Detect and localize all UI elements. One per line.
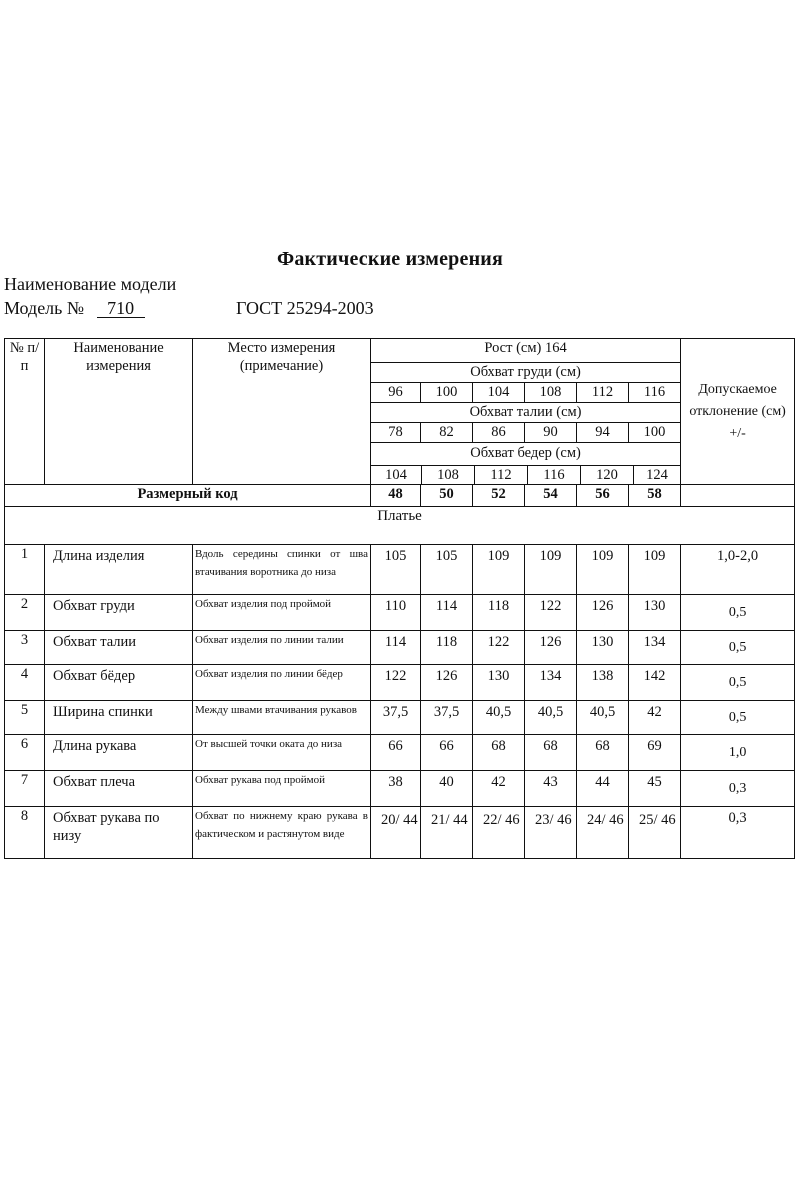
measurement-value: 24/ 46: [577, 807, 629, 859]
chest-value: 96: [371, 383, 421, 403]
measurement-value: 69: [629, 735, 681, 771]
row-number: 2: [5, 595, 45, 631]
size-code: 58: [629, 485, 681, 507]
model-number-row: [4, 298, 374, 319]
size-code: 56: [577, 485, 629, 507]
waist-value: 86: [473, 423, 525, 443]
measurement-value: 40,5: [577, 701, 629, 735]
table-row: [5, 807, 795, 859]
measurement-value: 66: [371, 735, 421, 771]
chest-value: 116: [629, 383, 681, 403]
measurement-place: Обхват изделия по линии бёдер: [193, 665, 371, 701]
size-code: 54: [525, 485, 577, 507]
measurement-value: 23/ 46: [525, 807, 577, 859]
row-number: 1: [5, 545, 45, 595]
measurement-value: 25/ 46: [629, 807, 681, 859]
measurement-value: 134: [629, 631, 681, 665]
row-number: 4: [5, 665, 45, 701]
row-number: 6: [5, 735, 45, 771]
measurement-value: 138: [577, 665, 629, 701]
hip-value: 108: [422, 466, 475, 484]
waist-value: 82: [421, 423, 473, 443]
measurement-value: 68: [577, 735, 629, 771]
table-row: [5, 701, 795, 735]
measurement-value: 114: [421, 595, 473, 631]
waist-value: 94: [577, 423, 629, 443]
header-num: № п/п: [5, 339, 45, 485]
hip-value: 104: [371, 466, 422, 484]
table-row: [5, 665, 795, 701]
header-waist: Обхват талии (см): [371, 403, 681, 423]
measurement-value: 42: [629, 701, 681, 735]
hip-value: 120: [581, 466, 634, 484]
measurement-value: 109: [629, 545, 681, 595]
document-title: Фактические измерения: [276, 248, 504, 270]
measurement-value: 130: [629, 595, 681, 631]
measurement-value: 38: [371, 771, 421, 807]
measurement-place: Между швами втачивания рукавов: [193, 701, 371, 735]
measurement-value: 45: [629, 771, 681, 807]
measurement-value: 68: [473, 735, 525, 771]
measurement-name: Обхват плеча: [45, 771, 193, 807]
measurement-value: 110: [371, 595, 421, 631]
measurement-value: 20/ 44: [371, 807, 421, 859]
chest-value: 100: [421, 383, 473, 403]
measurement-value: 122: [371, 665, 421, 701]
header-hips: Обхват бедер (см): [371, 443, 680, 466]
row-number: 7: [5, 771, 45, 807]
measurement-value: 118: [421, 631, 473, 665]
measurement-tolerance: 1,0: [681, 735, 795, 771]
measurement-name: Обхват груди: [45, 595, 193, 631]
measurement-place: Вдоль середины спинки от шва втачивания воротника до низа: [193, 545, 371, 595]
table-row: [5, 735, 795, 771]
measurement-value: 122: [525, 595, 577, 631]
size-code: 50: [421, 485, 473, 507]
header-name: Наименование измерения: [45, 339, 193, 485]
measurement-value: 109: [473, 545, 525, 595]
measurement-name: Ширина спинки: [45, 701, 193, 735]
gost-standard: ГОСТ 25294-2003: [236, 298, 374, 318]
measurement-value: 66: [421, 735, 473, 771]
section-title: Платье: [5, 507, 795, 545]
table-row: [5, 545, 795, 595]
table-row: [5, 771, 795, 807]
measurement-value: 126: [525, 631, 577, 665]
measurement-tolerance: 1,0-2,0: [681, 545, 795, 595]
measurement-place: От высшей точки оката до низа: [193, 735, 371, 771]
measurement-value: 43: [525, 771, 577, 807]
header-height: Рост (см) 164: [371, 339, 681, 363]
measurement-value: 22/ 46: [473, 807, 525, 859]
size-code-row: [5, 485, 795, 507]
measurement-value: 40: [421, 771, 473, 807]
measurement-value: 118: [473, 595, 525, 631]
row-number: 3: [5, 631, 45, 665]
measurement-place: Обхват изделия под проймой: [193, 595, 371, 631]
hip-values-row: [371, 466, 680, 484]
size-code-label: Размерный код: [5, 485, 371, 507]
measurements-table: [4, 338, 795, 859]
hip-value: 116: [528, 466, 581, 484]
measurement-value: 130: [577, 631, 629, 665]
hip-value: 112: [475, 466, 528, 484]
model-number: 710: [97, 299, 145, 318]
measurement-name: Длина изделия: [45, 545, 193, 595]
chest-value: 108: [525, 383, 577, 403]
measurement-value: 126: [577, 595, 629, 631]
measurement-value: 40,5: [473, 701, 525, 735]
measurement-place: Обхват рукава под проймой: [193, 771, 371, 807]
header-place: Место измерения (примечание): [193, 339, 371, 485]
measurement-name: Длина рукава: [45, 735, 193, 771]
row-number: 8: [5, 807, 45, 859]
measurement-value: 130: [473, 665, 525, 701]
measurement-name: Обхват бёдер: [45, 665, 193, 701]
chest-value: 112: [577, 383, 629, 403]
hips-block: [371, 443, 681, 485]
row-number: 5: [5, 701, 45, 735]
measurement-value: 105: [421, 545, 473, 595]
size-code: 48: [371, 485, 421, 507]
model-label: Модель №: [4, 298, 85, 318]
waist-value: 78: [371, 423, 421, 443]
size-code: 52: [473, 485, 525, 507]
measurement-value: 40,5: [525, 701, 577, 735]
measurement-value: 126: [421, 665, 473, 701]
measurement-value: 142: [629, 665, 681, 701]
measurement-tolerance: 0,3: [681, 807, 795, 859]
measurement-value: 122: [473, 631, 525, 665]
header-chest: Обхват груди (см): [371, 363, 681, 383]
waist-value: 90: [525, 423, 577, 443]
measurement-name: Обхват рукава по низу: [45, 807, 193, 859]
waist-value: 100: [629, 423, 681, 443]
measurement-value: 21/ 44: [421, 807, 473, 859]
model-name-label: Наименование модели: [4, 274, 177, 294]
measurement-tolerance: 0,5: [681, 595, 795, 631]
measurement-tolerance: 0,5: [681, 631, 795, 665]
measurement-value: 105: [371, 545, 421, 595]
measurement-place: Обхват по нижнему краю рукава в фактическом и растянутом виде: [193, 807, 371, 859]
measurement-value: 42: [473, 771, 525, 807]
measurement-value: 44: [577, 771, 629, 807]
table-row: [5, 595, 795, 631]
measurement-value: 134: [525, 665, 577, 701]
measurement-tolerance: 0,5: [681, 665, 795, 701]
measurement-place: Обхват изделия по линии талии: [193, 631, 371, 665]
measurement-value: 37,5: [421, 701, 473, 735]
chest-value: 104: [473, 383, 525, 403]
measurement-value: 109: [525, 545, 577, 595]
measurement-value: 114: [371, 631, 421, 665]
measurement-value: 109: [577, 545, 629, 595]
header-tolerance: Допускаемое отклонение (см) +/-: [681, 339, 795, 485]
measurement-tolerance: 0,3: [681, 771, 795, 807]
table-row: [5, 631, 795, 665]
measurement-value: 37,5: [371, 701, 421, 735]
measurement-value: 68: [525, 735, 577, 771]
measurement-tolerance: 0,5: [681, 701, 795, 735]
measurement-name: Обхват талии: [45, 631, 193, 665]
hip-value: 124: [646, 467, 668, 483]
